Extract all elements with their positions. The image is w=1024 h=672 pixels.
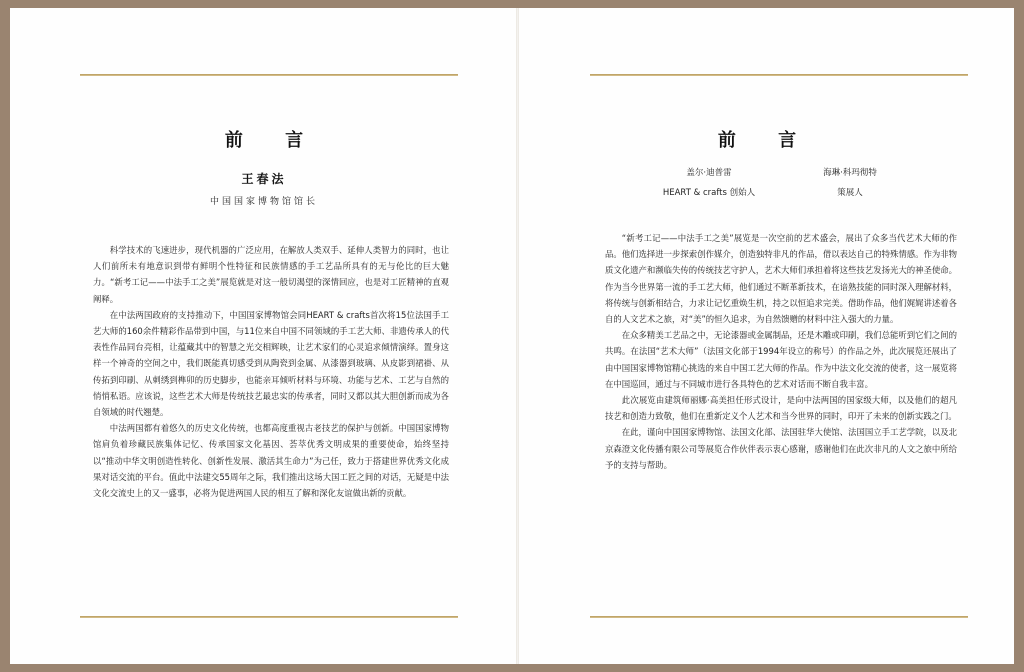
signatory-2	[800, 166, 900, 200]
paragraph: 科学技术的飞速进步，现代机器的广泛应用，在解放人类双手、延伸人类智力的同时，也让人们前所未有地意识到带有鲜明个性特征和民族情感的手工艺品所具有的无与伦比的巨大魅力。“新考工记——中法手工之美”展览就是对这一般切渴望的深情回应，也是对工匠精神的直观阐释。	[93, 245, 449, 304]
paragraph: “新考工记——中法手工之美”展览是一次空前的艺术盛会，展出了众多当代艺术大师的作品。他们选择进一步探索创作媒介，创造独特非凡的作品，借以表达自己的特殊情感。作为非物质文化遗产和濒临失传的传统技艺守护人，艺术大师们承担着将这些技艺发扬光大的神圣使命。作为当今世界第一流的手工艺大师，他们通过不断革新技术，在谙熟技能的同时深入理解材料，将传统与创新相结合，力求让记忆重焕生机，持之以恒追求完美。借助作品，他们娓娓讲述着各自的人文艺术之旅，对“美”的恒久追求，为自然馈赠的材料中注入强大的力量。	[605, 233, 957, 325]
signatory-1	[654, 166, 764, 200]
bottom-rule	[590, 616, 968, 618]
signatory-name: 海琳·科玛彻特	[823, 168, 877, 178]
signatory-role: HEART & crafts 创始人	[662, 188, 756, 198]
paragraph: 在此，谨向中国国家博物馆、法国文化部、法国驻华大使馆、法国国立手工艺学院，以及北京森澄文化传播有限公司等展览合作伙伴表示衷心感谢，感谢他们在此次非凡的人文之旅中所给予的支持与帮助。	[605, 427, 957, 470]
signatory-name: 盖尔·迪普雷	[686, 168, 732, 178]
book-spread	[10, 8, 1014, 664]
author-name: 王春法	[241, 172, 287, 186]
preface-body	[93, 242, 449, 501]
left-page	[10, 8, 518, 664]
page-title: 前 言	[717, 130, 815, 151]
paragraph: 在众多精美工艺品之中，无论漆器或金属制品，还是木雕或印刷，我们总能听到它们之间的共鸣。在法国“艺术大师”（法国文化部于1994年设立的称号）的作品之外，此次展览还展出了由中国国家博物馆精心挑选的来自中国工艺大师的作品。作为中法文化交流的使者，这一展览将在中国巡回，通过与不同城市进行各具特色的艺术对话而不断自我丰富。	[605, 330, 957, 389]
top-rule	[590, 74, 968, 76]
right-page	[518, 8, 1014, 664]
page-title: 前 言	[224, 130, 322, 151]
signatory-role: 策展人	[837, 188, 863, 198]
preface-body	[605, 230, 957, 473]
author-role: 中国国家博物馆馆长	[209, 197, 318, 207]
paragraph: 此次展览由建筑师丽娜·高美担任形式设计，是向中法两国的国家级大师，以及他们的超凡技艺和创造力致敬，他们在重新定义个人艺术和当今世界的同时，印开了未来的创新实践之门。	[605, 395, 957, 422]
top-rule	[80, 74, 458, 76]
paragraph: 中法两国都有着悠久的历史文化传统，也都高度重视古老技艺的保护与创新。中国国家博物馆肩负着珍藏民族集体记忆、传承国家文化基因、荟萃优秀文明成果的重要使命，始终坚持以“推动中华文明创造性转化、创新性发展、激活其生命力”为己任，致力于搭建世界优秀文化成果对话交流的平台。值此中法建交55周年之际，我们推出这场大国工匠之间的对话，无疑是中法文化交流史上的又一盛事，必将为促进两国人民的相互了解和深化友谊做出新的贡献。	[93, 423, 449, 499]
bottom-rule	[80, 616, 458, 618]
paragraph: 在中法两国政府的支持推动下，中国国家博物馆会同HEART & crafts首次将15位法国手工艺大师的160余件精彩作品带到中国，与11位来自中国不同领域的手工艺大师、非遗传承人的代表性作品同台亮相，让蕴藏其中的智慧之光交相辉映，让艺术家们的心灵追求倾情演绎。置身这样一个神奇的空间之中，我们既能真切感受到从陶瓷到金属、从漆器到玻璃、从皮影到裙褂、从传拓到印刷、从刺绣到榫卯的历史脚步，也能亲耳倾听材料与环境、功能与艺术、工艺与自然的悄悄私语。应该说，这些艺术大师是传统技艺最忠实的传承者，同时又都以其大胆创新而成为各自领域的时代翘楚。	[93, 309, 449, 418]
